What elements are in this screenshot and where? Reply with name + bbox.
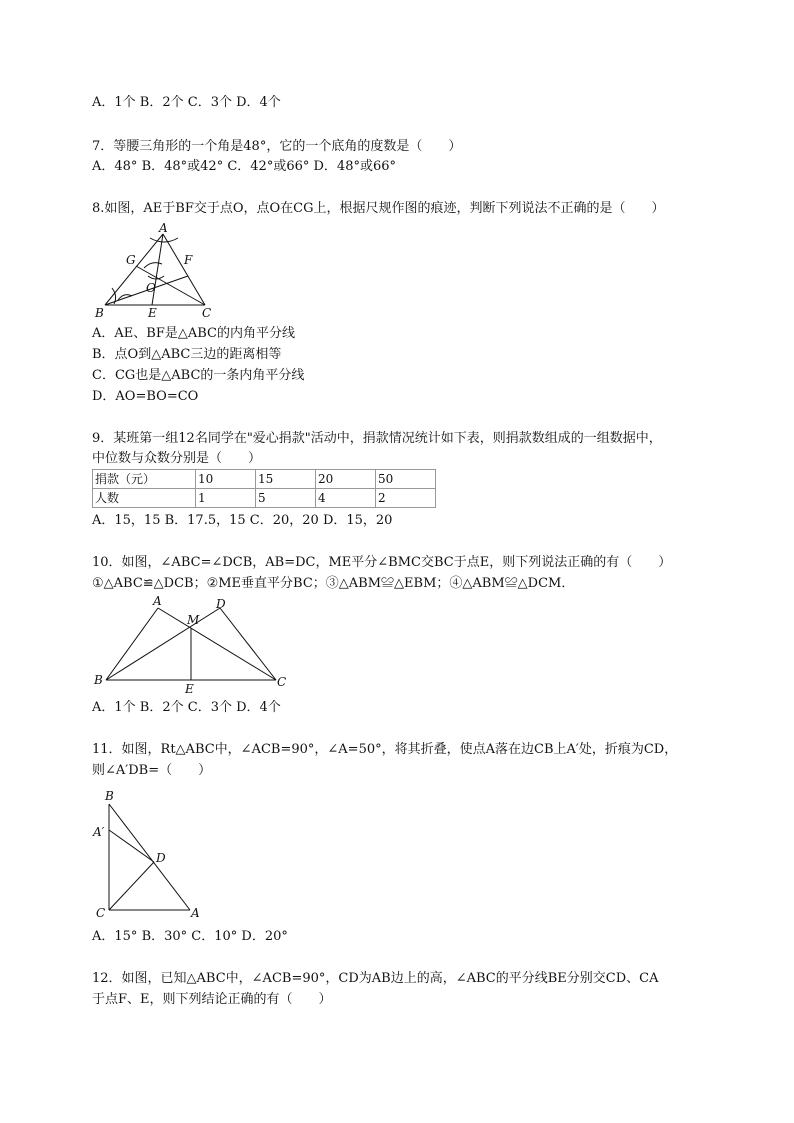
q11-stem-line2: 则∠A′DB=（ ） [92,763,212,778]
q11-segment-a-prime-d [109,830,154,862]
table-cell: 1 [196,489,256,508]
q10-label-m: M [187,613,200,627]
q11-figure [92,786,212,924]
q11-label-b: B [105,789,114,803]
q9-stem-line1: 9．某班第一组12名同学在"爱心捐款"活动中，捐款情况统计如下表，则捐款数组成的一组数据中， [92,431,662,446]
q9-donation-table [92,469,436,508]
q11-label-d: D [156,851,166,865]
table-cell: 4 [316,489,376,508]
q8-stem: 8.如图，AE于BF交于点O，点O在CG上，根据尺规作图的痕迹，判断下列说法不正确的是（ ） [92,201,665,216]
q11-label-a: A [191,906,200,920]
q8-label-e: E [148,306,157,320]
q8-label-b: B [95,306,104,320]
table-cell: 2 [376,489,436,508]
q8-arc-mid1 [144,263,162,268]
table-cell: 5 [256,489,316,508]
table-cell: 捐款（元） [93,470,196,489]
q11-crease-cd [109,862,154,910]
q11-label-c: C [96,906,106,920]
q6-options: A．1个 B．2个 C．3个 D．4个 [92,95,281,110]
q11-stem-line1: 11．如图，Rt△ABC中，∠ACB=90°，∠A=50°，将其折叠，使点A落在边CB上A′处，折痕为CD， [92,742,678,757]
q10-statements: ①△ABC≌△DCB；②ME垂直平分BC；③△ABM≌△EBM；④△ABM≌△DCM． [92,576,575,591]
q10-segment-ac [158,608,276,680]
q10-segment-db [106,608,220,680]
table-cell: 人数 [93,489,196,508]
q10-label-e: E [185,682,194,696]
q7-stem: 7．等腰三角形的一个角是48°，它的一个底角的度数是（ ） [92,139,462,154]
table-cell: 20 [316,470,376,489]
q10-side-ba [106,608,158,680]
q11-side-ba [109,804,190,910]
q8-figure [92,222,222,322]
table-row [93,489,436,508]
table-cell: 10 [196,470,256,489]
q10-label-b: B [94,673,103,687]
q10-options: A．1个 B．2个 C．3个 D．4个 [92,700,281,715]
table-cell: 50 [376,470,436,489]
table-row [93,470,436,489]
q10-side-cd [220,608,276,680]
q8-option-b: B．点O到△ABC三边的距离相等 [92,347,282,362]
q10-label-a: A [153,594,162,608]
q12-stem-line2: 于点F、E，则下列结论正确的有（ ） [92,992,332,1007]
table-cell: 15 [256,470,316,489]
q8-arc-a [150,238,178,242]
q8-side-ac [163,234,205,305]
q8-label-o: O [146,281,156,295]
q10-figure [92,594,292,698]
q8-label-f: F [184,253,193,267]
q9-options: A．15，15 B．17.5，15 C．20，20 D．15，20 [92,513,393,528]
q10-label-c: C [277,675,287,689]
q10-stem: 10．如图，∠ABC=∠DCB，AB=DC，ME平分∠BMC交BC于点E，则下列说法正确的有（ ） [92,555,672,570]
q8-option-a: A．AE、BF是△ABC的内角平分线 [92,326,295,341]
q8-option-d: D．AO=BO=CO [92,389,199,404]
q11-label-a-prime: A′ [93,825,105,839]
q10-label-d: D [216,597,226,611]
q8-label-g: G [126,253,136,267]
q7-options: A．48° B．48°或42° C．42°或66° D．48°或66° [92,159,397,174]
q8-label-a: A [159,221,168,235]
q8-option-c: C．CG也是△ABC的一条内角平分线 [92,368,305,383]
q9-stem-line2: 中位数与众数分别是（ ） [92,451,262,466]
q8-label-c: C [202,306,212,320]
q11-options: A．15° B．30° C．10° D．20° [92,929,288,944]
q12-stem-line1: 12．如图，已知△ABC中，∠ACB=90°，CD为AB边上的高，∠ABC的平分线BE分别交CD、CA [92,971,659,986]
